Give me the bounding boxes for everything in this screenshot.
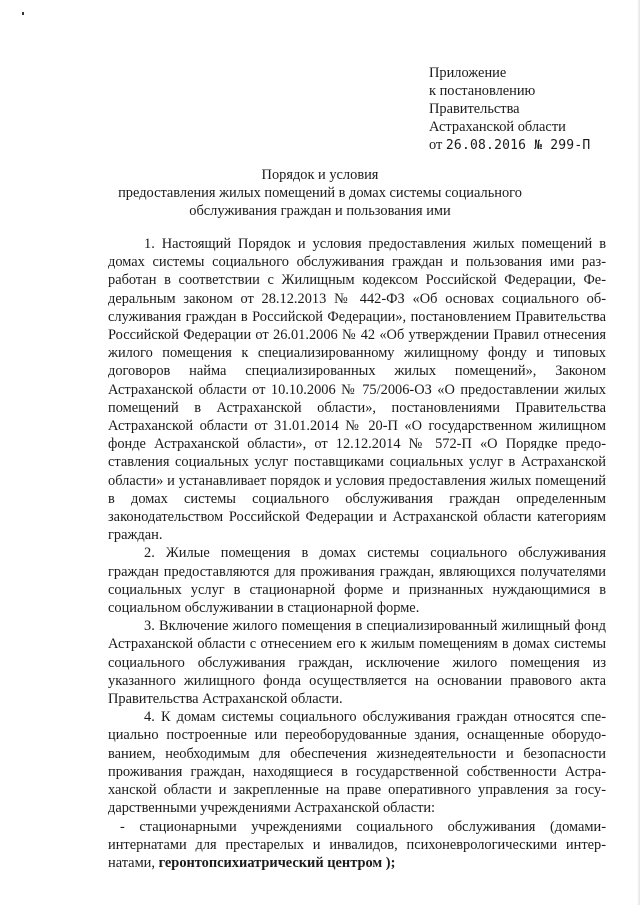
document-title-line-2: предоставления жилых помещений в домах системы социального	[118, 185, 522, 201]
appendix-line-3: Правительства	[429, 101, 520, 117]
paragraph-4: 4. К домам системы социального обслуживания граждан относятся специально построенные или переоборудованные здания, оснащенные оборудованием, необходимым для обеспечения жизнедеятельности и безопасности проживания граждан, находящиеся в государственной собственности Астраханской области и закрепленные на праве оперативного управления за государственными учреждениями Астраханской области:	[108, 709, 606, 817]
appendix-date-prefix: от	[429, 137, 443, 153]
scan-speck	[22, 12, 24, 15]
appendix-date-line	[429, 136, 590, 155]
paragraph-5-main: - стационарными учреждениями социального обслуживания (домами-интернатами для престарелых и инвалидов, психоневрологическими интернатами,	[108, 818, 606, 871]
document-body	[108, 235, 606, 872]
document-title-line-1: Порядок и условия	[261, 167, 379, 183]
appendix-line-4: Астраханской области	[429, 119, 566, 135]
paragraph-2: 2. Жилые помещения в домах системы социального обслуживания граждан предоставляются для проживания граждан, являющихся получателями социальных услуг в стационарной форме и признанных нуждающимися в социальном обслуживании в стационарной форме.	[108, 545, 606, 617]
paragraph-1: 1. Настоящий Порядок и условия предоставления жилых помещений в домах системы социального обслуживания граждан и пользования ими разработан в соответствии с Жилищным кодексом Российской Федерации, Федеральным законом от 28.12.2013 № 442-ФЗ «Об основах социального обслуживания граждан в Российской Федерации», постановлением Правительства Российской Федерации от 26.01.2006 № 42 «Об утверждении Правил отнесения жилого помещения к специализированному жилищному фонду и типовых договоров найма специализированных жилых помещений», Законом Астраханской области от 10.10.2006 № 75/2006-ОЗ «О предоставлении жилых помещений в Астраханской области», постановлениями Правительства Астраханской области от 31.01.2014 № 20-П «О государственном жилищном фонде Астраханской области», от 12.12.2014 № 572-П «О Порядке предоставления социальных услуг поставщиками социальных услуг в Астраханской области» и устанавливает порядок и условия предоставления жилых помещений в домах системы социального обслуживания граждан определенным законодательством Российской Федерации и Астраханской области категориям граждан.	[108, 236, 606, 544]
paragraph-5-end: геронтопсихиатрический центром );	[158, 854, 396, 871]
paragraph-5-list-item	[108, 818, 606, 873]
appendix-line-2: к постановлению	[429, 83, 536, 99]
appendix-line-1: Приложение	[429, 65, 507, 81]
document-title-line-3: обслуживания граждан и пользования ими	[189, 203, 451, 219]
appendix-date-number: 26.08.2016 № 299-П	[445, 138, 591, 153]
paragraph-3: 3. Включение жилого помещения в специализированный жилищный фонд Астраханской области с отнесением его к жилым помещениям в домах системы социального обслуживания граждан, исключение жилого помещения из указанного жилищного фонда осуществляется на основании правового акта Правительства Астраханской области.	[108, 618, 606, 708]
appendix-header	[429, 64, 590, 155]
